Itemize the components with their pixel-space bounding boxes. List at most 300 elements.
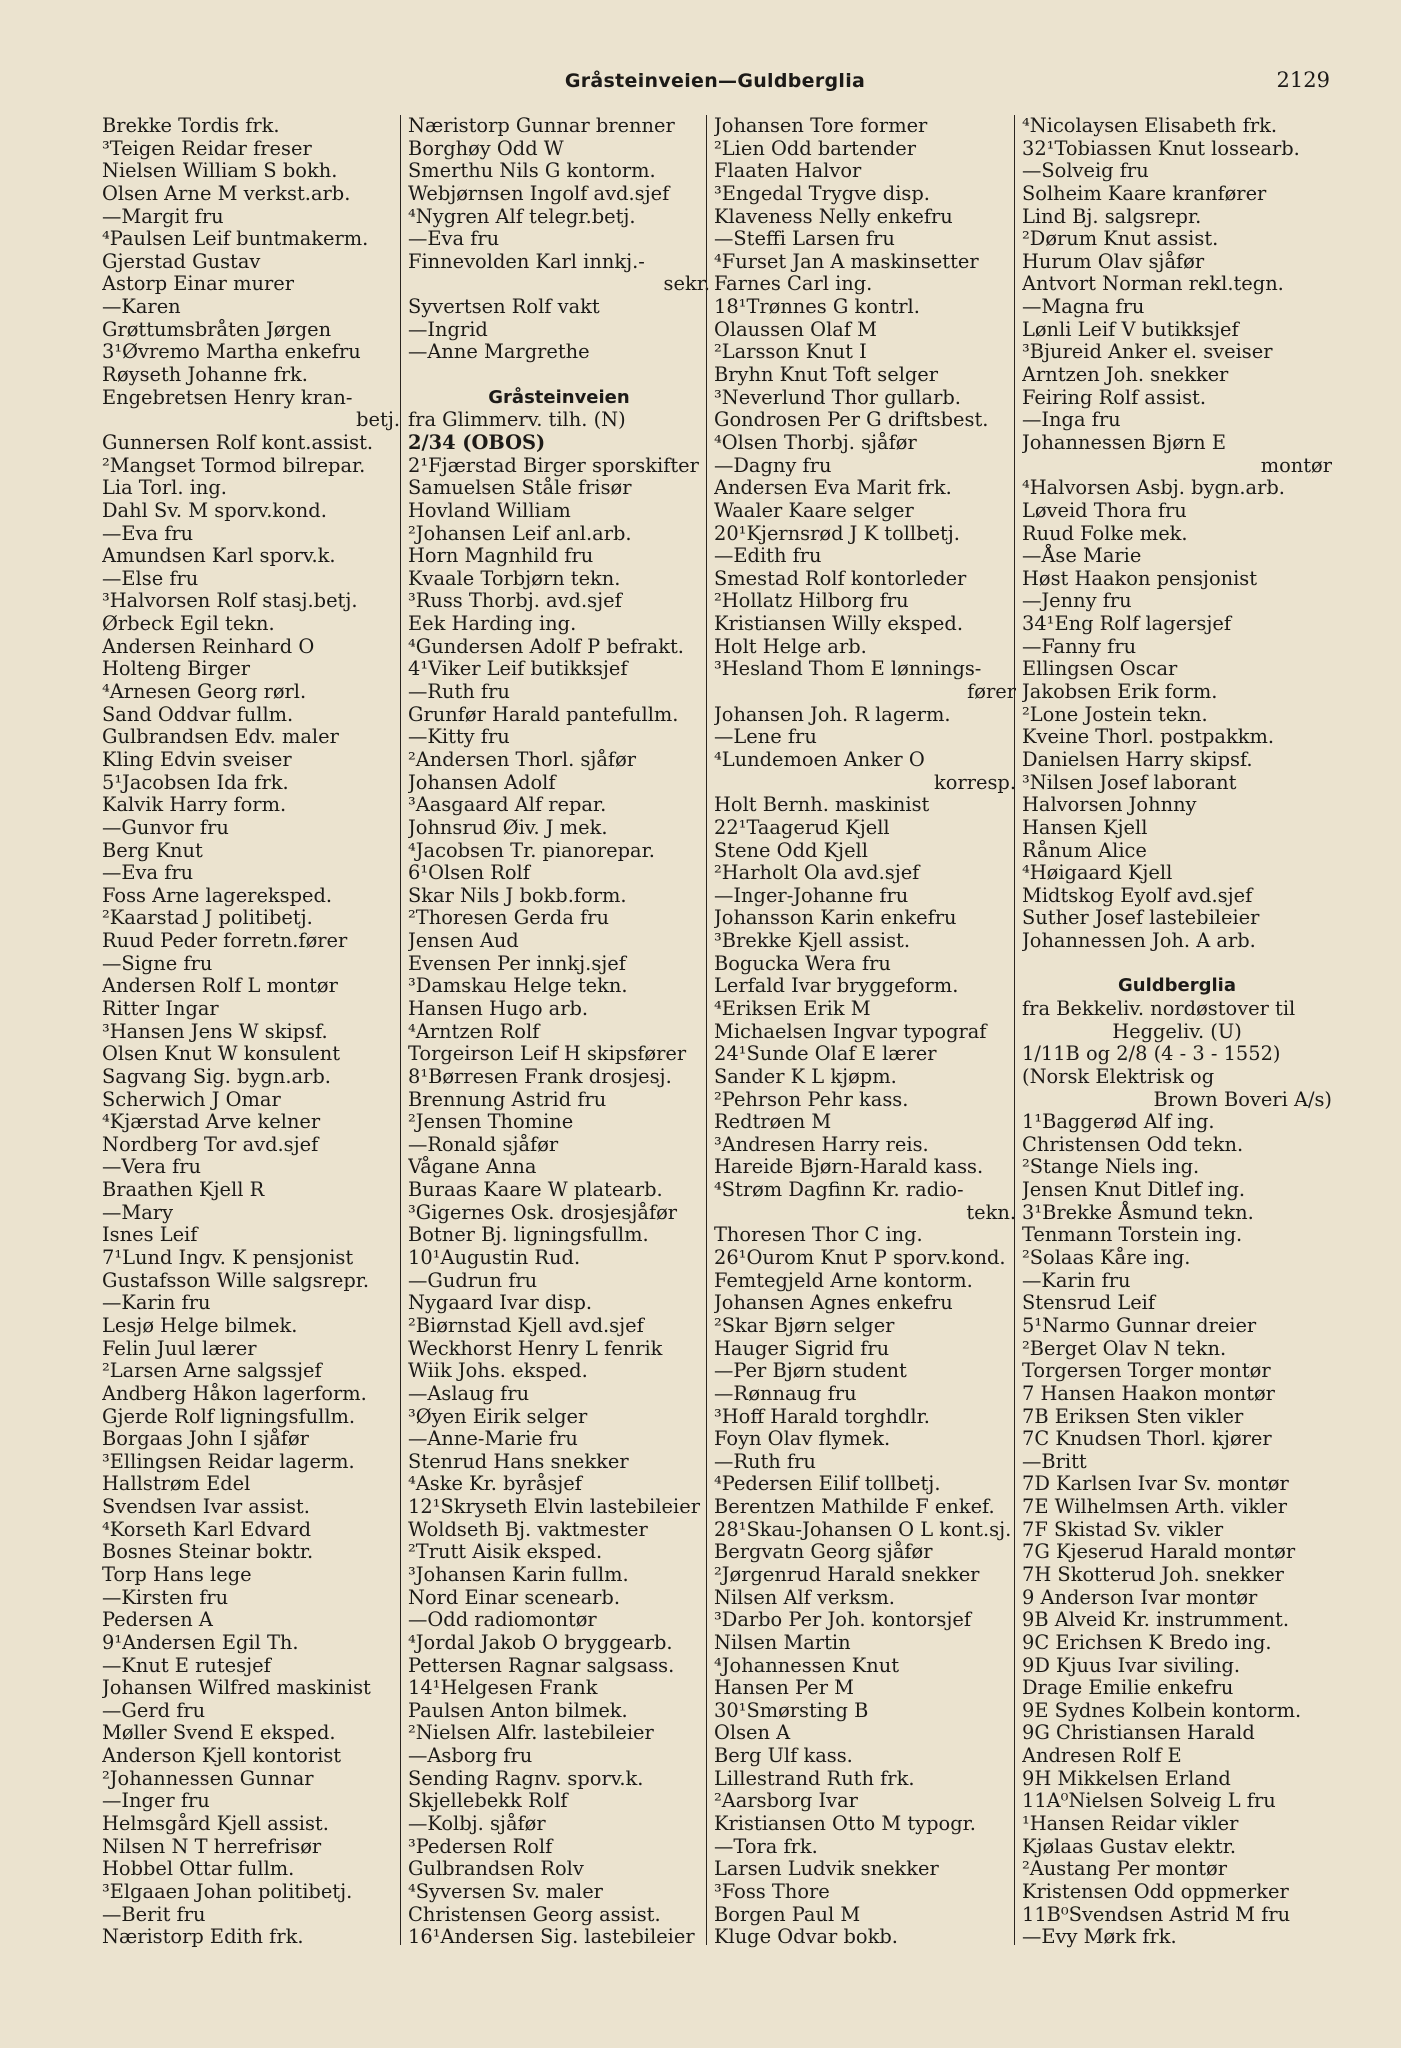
directory-entry: —Gerd fru — [102, 1698, 206, 1722]
directory-entry: 11B⁰Svendsen Astrid M fru — [1022, 1902, 1291, 1926]
directory-entry: —Ingrid — [408, 317, 488, 341]
directory-entry: ²Johansen Leif anl.arb. — [408, 521, 632, 545]
directory-entry: Astorp Einar murer — [102, 272, 294, 296]
directory-entry: Kvaale Torbjørn tekn. — [408, 566, 621, 590]
directory-entry: Andersen Reinhard O — [102, 634, 315, 658]
directory-entry: Dahl Sv. M sporv.kond. — [102, 498, 327, 522]
directory-entry: ⁴Arntzen Rolf — [408, 1019, 540, 1043]
directory-entry: Smerthu Nils G kontorm. — [408, 159, 656, 183]
directory-entry: Berg Ulf kass. — [714, 1744, 853, 1768]
directory-entry: Høst Haakon pensjonist — [1022, 566, 1258, 590]
directory-entry: Lønli Leif V butikksjef — [1022, 317, 1239, 341]
directory-entry: Woldseth Bj. vaktmester — [408, 1517, 648, 1541]
directory-entry: 34¹Eng Rolf lagersjef — [1022, 612, 1232, 636]
directory-entry: Kristensen Odd oppmerker — [1022, 1879, 1289, 1903]
directory-entry: Holt Helge arb. — [714, 634, 867, 658]
directory-entry: Klaveness Nelly enkefru — [714, 204, 953, 228]
directory-entry: Jensen Aud — [408, 929, 519, 953]
directory-entry: Nielsen William S bokh. — [102, 159, 338, 183]
directory-entry: Feiring Rolf assist. — [1022, 385, 1206, 409]
directory-entry: Solheim Kaare kranfører — [1022, 181, 1267, 205]
street-heading: Gråsteinveien — [488, 386, 630, 408]
directory-entry: betj. — [356, 408, 400, 432]
directory-entry: Johnsrud Øiv. J mek. — [408, 815, 608, 839]
directory-entry: ⁴Pedersen Eilif tollbetj. — [714, 1472, 941, 1496]
directory-entry: Felin Juul lærer — [102, 1336, 257, 1360]
directory-entry: Løveid Thora fru — [1022, 498, 1187, 522]
directory-entry: Amundsen Karl sporv.k. — [102, 544, 336, 568]
directory-entry: 28¹Skau-Johansen O L kont.sj. — [714, 1517, 1012, 1541]
directory-entry: 7 Hansen Haakon montør — [1022, 1381, 1275, 1405]
directory-entry: —Asborg fru — [408, 1744, 533, 1768]
directory-entry: Smestad Rolf kontorleder — [714, 566, 967, 590]
directory-entry: 7¹Lund Ingv. K pensjonist — [102, 1246, 354, 1270]
directory-entry: ³Damskau Helge tekn. — [408, 974, 628, 998]
directory-entry: ⁴Eriksen Erik M — [714, 996, 871, 1020]
directory-entry: 1¹Baggerød Alf ing. — [1022, 1110, 1215, 1134]
directory-entry: Weckhorst Henry L fenrik — [408, 1336, 663, 1360]
directory-entry: Kluge Odvar bokb. — [714, 1925, 898, 1949]
directory-entry: —Else fru — [102, 566, 199, 590]
directory-entry: Sending Ragnv. sporv.k. — [408, 1766, 644, 1790]
directory-entry: —Anne Margrethe — [408, 340, 590, 364]
directory-entry: ²Johannessen Gunnar — [102, 1766, 314, 1790]
directory-entry: Tenmann Torstein ing. — [1022, 1223, 1243, 1247]
directory-entry: —Aslaug fru — [408, 1381, 530, 1405]
directory-entry: Thoresen Thor C ing. — [714, 1223, 923, 1247]
directory-entry: Hareide Bjørn-Harald kass. — [714, 1155, 984, 1179]
directory-entry: Horn Magnhild fru — [408, 544, 594, 568]
directory-entry: Johannessen Joh. A arb. — [1022, 929, 1256, 953]
directory-entry: Isnes Leif — [102, 1223, 198, 1247]
directory-entry: Evensen Per innkj.sjef — [408, 951, 626, 975]
directory-entry: 5¹Jacobsen Ida frk. — [102, 770, 289, 794]
directory-entry: ³Brekke Kjell assist. — [714, 929, 911, 953]
directory-entry: ²Aarsborg Ivar — [714, 1789, 858, 1813]
column-divider — [400, 115, 401, 1945]
column-3 — [714, 115, 1016, 1949]
directory-entry: Midtskog Eyolf avd.sjef — [1022, 883, 1253, 907]
directory-entry: Torgersen Torger montør — [1022, 1359, 1271, 1383]
directory-entry: Sander K L kjøpm. — [714, 1064, 897, 1088]
directory-entry: 7C Knudsen Thorl. kjører — [1022, 1427, 1272, 1451]
directory-entry: —Mary — [102, 1200, 174, 1224]
directory-entry: 18¹Trønnes G kontrl. — [714, 295, 920, 319]
directory-entry: Larsen Ludvik snekker — [714, 1857, 939, 1881]
directory-entry: Redtrøen M — [714, 1110, 832, 1134]
directory-entry: Torp Hans lege — [102, 1563, 252, 1586]
directory-entry: —Gunvor fru — [102, 815, 229, 839]
directory-entry: 26¹Ourom Knut P sporv.kond. — [714, 1246, 1006, 1270]
directory-entry: Arntzen Joh. snekker — [1022, 363, 1229, 387]
directory-entry: tekn. — [966, 1200, 1016, 1224]
directory-entry: ⁴Lundemoen Anker O — [714, 747, 925, 771]
directory-entry: —Kirsten fru — [102, 1585, 229, 1609]
directory-entry: Nilsen Alf verksm. — [714, 1585, 895, 1609]
directory-entry: 3¹Brekke Åsmund tekn. — [1022, 1200, 1254, 1224]
directory-entry: 7H Skotterud Joh. snekker — [1022, 1563, 1284, 1586]
directory-entry: Olsen Knut W konsulent — [102, 1042, 340, 1066]
directory-entry: ⁴Jordal Jakob O bryggearb. — [408, 1630, 673, 1654]
directory-entry: ³Øyen Eirik selger — [408, 1404, 588, 1428]
directory-entry: —Per Bjørn student — [714, 1359, 907, 1383]
directory-entry: —Eva fru — [408, 227, 500, 251]
directory-entry: —Knut E rutesjef — [102, 1653, 271, 1677]
directory-entry: Helmsgård Kjell assist. — [102, 1812, 329, 1836]
directory-entry: Andresen Rolf E — [1022, 1744, 1182, 1768]
directory-entry: Røyseth Johanne frk. — [102, 363, 308, 387]
directory-entry: 9D Kjuus Ivar siviling. — [1022, 1653, 1241, 1677]
directory-entry: Brennung Astrid fru — [408, 1087, 607, 1111]
directory-entry: 20¹Kjernsrød J K tollbetj. — [714, 521, 960, 545]
directory-entry: Grunfør Harald pantefullm. — [408, 702, 679, 726]
directory-entry: Grøttumsbråten Jørgen — [102, 317, 332, 341]
directory-entry: Bryhn Knut Toft selger — [714, 363, 939, 387]
directory-entry: 4¹Viker Leif butikksjef — [408, 657, 628, 681]
directory-entry: korresp. — [934, 770, 1016, 794]
directory-entry: Suther Josef lastebileier — [1022, 906, 1260, 930]
directory-entry: ²Stange Niels ing. — [1022, 1155, 1200, 1179]
directory-entry: ³Engedal Trygve disp. — [714, 181, 930, 205]
directory-entry: ³Halvorsen Rolf stasj.betj. — [102, 589, 358, 613]
directory-entry: 7G Kjeserud Harald montør — [1022, 1540, 1296, 1564]
directory-entry: ²Skar Bjørn selger — [714, 1313, 895, 1337]
directory-entry: —Karen — [102, 295, 181, 319]
directory-entry: Hallstrøm Edel — [102, 1472, 251, 1496]
directory-entry: ⁴Nicolaysen Elisabeth frk. — [1022, 115, 1278, 137]
directory-entry: ⁴Furset Jan A maskinsetter — [714, 249, 979, 273]
directory-entry: Stensrud Leif — [1022, 1291, 1156, 1315]
column-2 — [408, 115, 710, 1949]
directory-entry: Hauger Sigrid fru — [714, 1336, 890, 1360]
directory-entry: Johansen Adolf — [408, 770, 556, 794]
directory-entry: —Edith fru — [714, 544, 822, 568]
directory-entry: Foss Arne lagereksped. — [102, 883, 333, 907]
directory-entry: Rånum Alice — [1022, 838, 1147, 862]
directory-entry: ⁴Halvorsen Asbj. bygn.arb. — [1022, 476, 1285, 500]
directory-entry: Ruud Peder forretn.fører — [102, 929, 348, 953]
directory-entry: Lesjø Helge bilmek. — [102, 1313, 298, 1337]
directory-entry: ⁴Høigaard Kjell — [1022, 861, 1173, 885]
directory-entry: —Ronald sjåfør — [408, 1132, 559, 1156]
directory-entry: Buraas Kaare W platearb. — [408, 1178, 663, 1202]
directory-entry: Skar Nils J bokb.form. — [408, 883, 627, 907]
directory-entry: 5¹Narmo Gunnar dreier — [1022, 1313, 1257, 1337]
directory-entry: 12¹Skryseth Elvin lastebileier — [408, 1495, 700, 1519]
directory-entry: —Solveig fru — [1022, 159, 1149, 183]
directory-entry: Svendsen Ivar assist. — [102, 1495, 310, 1519]
directory-entry: montør — [1260, 453, 1332, 477]
directory-entry: ³Gigernes Osk. drosjesjåfør — [408, 1200, 678, 1224]
directory-entry: —Kolbj. sjåfør — [408, 1812, 546, 1836]
directory-entry: Lerfald Ivar bryggeform. — [714, 974, 959, 998]
directory-entry: Bergvatn Georg sjåfør — [714, 1540, 933, 1564]
directory-entry: —Ruth fru — [714, 1449, 816, 1473]
directory-entry: 8¹Børresen Frank drosjesj. — [408, 1064, 672, 1088]
directory-entry: Ritter Ingar — [102, 996, 219, 1020]
directory-entry: fra Glimmerv. tilh. (N) — [408, 408, 626, 432]
directory-entry: Johansson Karin enkefru — [714, 906, 957, 930]
directory-entry: Sand Oddvar fullm. — [102, 702, 294, 726]
directory-entry: ³Hesland Thom E lønnings- — [714, 657, 982, 681]
directory-entry: Borgen Paul M — [714, 1902, 861, 1926]
directory-entry: Hansen Kjell — [1022, 815, 1148, 839]
directory-entry: ²Mangset Tormod bilrepar. — [102, 453, 366, 477]
directory-entry: —Signe fru — [102, 951, 213, 975]
directory-entry: Halvorsen Johnny — [1022, 793, 1197, 817]
directory-entry: 7D Karlsen Ivar Sv. montør — [1022, 1472, 1289, 1496]
directory-entry: Kalvik Harry form. — [102, 793, 287, 817]
directory-entry: —Britt — [1022, 1449, 1087, 1473]
directory-entry: ³Aasgaard Alf repar. — [408, 793, 607, 817]
directory-entry: 9H Mikkelsen Erland — [1022, 1766, 1231, 1790]
directory-entry: Botner Bj. ligningsfullm. — [408, 1223, 649, 1247]
directory-entry: —Tora frk. — [714, 1834, 818, 1858]
directory-entry: —Anne-Marie fru — [408, 1427, 578, 1451]
directory-entry: —Gudrun fru — [408, 1268, 538, 1292]
directory-entry: 32¹Tobiassen Knut lossearb. — [1022, 136, 1300, 160]
directory-entry: Webjørnsen Ingolf avd.sjef — [408, 181, 670, 205]
directory-entry: Johansen Tore former — [714, 115, 928, 137]
directory-entry: Paulsen Anton bilmek. — [408, 1698, 628, 1722]
directory-entry: Jakobsen Erik form. — [1022, 680, 1218, 704]
directory-entry: Anderson Kjell kontorist — [102, 1744, 342, 1768]
directory-entry: Gustafsson Wille salgsrepr. — [102, 1268, 370, 1292]
directory-entry: 9¹Andersen Egil Th. — [102, 1630, 299, 1654]
directory-entry: 30¹Smørsting B — [714, 1698, 869, 1722]
directory-entry: Johansen Joh. R lagerm. — [714, 702, 951, 726]
directory-entry: Gunnersen Rolf kont.assist. — [102, 430, 374, 454]
directory-entry: ²Jensen Thomine — [408, 1110, 574, 1134]
directory-entry: Nygaard Ivar disp. — [408, 1291, 593, 1315]
directory-entry: Farnes Carl ing. — [714, 272, 873, 296]
directory-entry: —Steffi Larsen fru — [714, 227, 895, 251]
directory-entry: Syvertsen Rolf vakt — [408, 295, 600, 319]
directory-entry: Nilsen N T herrefrisør — [102, 1834, 322, 1858]
directory-entry: Møller Svend E eksped. — [102, 1721, 336, 1745]
directory-entry: Kling Edvin sveiser — [102, 747, 292, 771]
directory-entry: ²Solaas Kåre ing. — [1022, 1246, 1191, 1270]
directory-entry: Antvort Norman rekl.tegn. — [1022, 272, 1284, 296]
directory-entry: Scherwich J Omar — [102, 1087, 281, 1111]
directory-entry: Hurum Olav sjåfør — [1022, 249, 1205, 273]
directory-entry: Femtegjeld Arne kontorm. — [714, 1268, 973, 1292]
directory-entry: sekr. — [663, 272, 710, 296]
directory-entry: Hansen Per M — [714, 1676, 854, 1700]
page-title: Gråsteinveien—Guldberglia — [564, 70, 866, 92]
directory-entry: Engebretsen Henry kran- — [102, 385, 353, 409]
directory-entry: ⁴Syversen Sv. maler — [408, 1879, 603, 1903]
directory-entry: Berg Knut — [102, 838, 203, 862]
directory-entry: Holt Bernh. maskinist — [714, 793, 930, 817]
directory-entry: ²Andersen Thorl. sjåfør — [408, 747, 637, 771]
directory-entry: Flaaten Halvor — [714, 159, 862, 183]
directory-entry: ³Teigen Reidar freser — [102, 136, 312, 160]
directory-entry: —Berit fru — [102, 1902, 206, 1926]
directory-entry: Hovland William — [408, 498, 571, 522]
directory-entry: ³Andresen Harry reis. — [714, 1132, 929, 1156]
directory-entry: ⁴Jacobsen Tr. pianorepar. — [408, 838, 655, 862]
address-block-heading: 2/34 (OBOS) — [408, 430, 546, 454]
directory-entry: (Norsk Elektrisk og — [1022, 1064, 1215, 1088]
directory-entry: —Inger-Johanne fru — [714, 883, 909, 907]
directory-entry: ²Harholt Ola avd.sjef — [714, 861, 920, 885]
directory-entry: Christensen Odd tekn. — [1022, 1132, 1244, 1156]
directory-entry: Bosnes Steinar boktr. — [102, 1540, 314, 1564]
directory-entry: Skjellebekk Rolf — [408, 1789, 568, 1813]
directory-entry: Holteng Birger — [102, 657, 250, 681]
directory-entry: 9B Alveid Kr. instrumment. — [1022, 1608, 1289, 1632]
directory-entry: ³Darbo Per Joh. kontorsjef — [714, 1608, 972, 1632]
directory-entry: Olsen Arne M verkst.arb. — [102, 181, 351, 205]
directory-entry: —Kitty fru — [408, 725, 510, 749]
directory-entry: Næristorp Edith frk. — [102, 1925, 304, 1949]
directory-entry: Foyn Olav flymek. — [714, 1427, 891, 1451]
directory-entry: ⁴Strøm Dagfinn Kr. radio- — [714, 1178, 964, 1202]
directory-entry: —Ruth fru — [408, 680, 510, 704]
directory-entry: Gjerstad Gustav — [102, 249, 261, 273]
directory-entry: 7F Skistad Sv. vikler — [1022, 1517, 1224, 1541]
directory-entry: Braathen Kjell R — [102, 1178, 265, 1202]
directory-entry: 11A⁰Nielsen Solveig L fru — [1022, 1789, 1276, 1813]
directory-entry: 24¹Sunde Olaf E lærer — [714, 1042, 937, 1066]
directory-entry: Ellingsen Oscar — [1022, 657, 1178, 681]
directory-entry: ²Biørnstad Kjell avd.sjef — [408, 1313, 644, 1337]
column-4 — [1022, 115, 1332, 1949]
directory-entry: Nordberg Tor avd.sjef — [102, 1132, 319, 1156]
directory-entry: ²Hollatz Hilborg fru — [714, 589, 909, 613]
directory-entry: Andersen Eva Marit frk. — [714, 476, 952, 500]
directory-entry: Ruud Folke mek. — [1022, 521, 1188, 545]
directory-entry: ²Thoresen Gerda fru — [408, 906, 609, 930]
directory-entry: ⁴Korseth Karl Edvard — [102, 1517, 311, 1541]
directory-entry: Jensen Knut Ditlef ing. — [1022, 1178, 1246, 1202]
column-1 — [102, 115, 400, 1949]
directory-entry: ⁴Aske Kr. byråsjef — [408, 1472, 582, 1496]
directory-entry: ²Pehrson Pehr kass. — [714, 1087, 909, 1111]
directory-entry: ²Lien Odd bartender — [714, 136, 917, 160]
directory-entry: Brekke Tordis frk. — [102, 115, 280, 137]
directory-entry: ³Russ Thorbj. avd.sjef — [408, 589, 622, 613]
directory-entry: Berentzen Mathilde F enkef. — [714, 1495, 995, 1519]
directory-entry: ³Nilsen Josef laborant — [1022, 770, 1237, 794]
directory-entry: 10¹Augustin Rud. — [408, 1246, 581, 1270]
directory-entry: Gondrosen Per G driftsbest. — [714, 408, 989, 432]
directory-entry: ³Elgaaen Johan politibetj. — [102, 1879, 353, 1903]
directory-entry: Nord Einar scenearb. — [408, 1585, 620, 1609]
directory-entry: fører — [967, 680, 1016, 704]
directory-entry: —Karin fru — [102, 1291, 211, 1315]
directory-entry: Ørbeck Egil tekn. — [102, 612, 275, 636]
directory-entry: ³Pedersen Rolf — [408, 1834, 553, 1858]
directory-entry: ²Jørgenrud Harald snekker — [714, 1563, 980, 1586]
directory-entry: —Inger fru — [102, 1789, 210, 1813]
directory-entry: Gjerde Rolf ligningsfullm. — [102, 1404, 356, 1428]
directory-entry: —Odd radiomontør — [408, 1608, 597, 1632]
directory-entry: ⁴Johannessen Knut — [714, 1653, 900, 1677]
page-header — [100, 62, 1330, 98]
directory-entry: ²Larsen Arne salgssjef — [102, 1359, 322, 1383]
directory-entry: Wiik Johs. eksped. — [408, 1359, 588, 1383]
directory-entry: —Rønnaug fru — [714, 1381, 857, 1405]
directory-entry: Drage Emilie enkefru — [1022, 1676, 1234, 1700]
directory-entry: —Eva fru — [102, 861, 194, 885]
directory-entry: —Evy Mørk frk. — [1022, 1925, 1177, 1949]
directory-entry: Eek Harding ing. — [408, 612, 577, 636]
directory-entry: Torgeirson Leif H skipsfører — [408, 1042, 687, 1066]
blank-line — [1022, 953, 1332, 976]
directory-entry: ²Austang Per montør — [1022, 1857, 1228, 1881]
directory-entry: Hobbel Ottar fullm. — [102, 1857, 295, 1881]
directory-entry: 9C Erichsen K Bredo ing. — [1022, 1630, 1272, 1654]
directory-entry: ²Trutt Aisik eksped. — [408, 1540, 603, 1564]
directory-entry: Kristiansen Willy eksped. — [714, 612, 963, 636]
directory-entry: ³Hansen Jens W skipsf. — [102, 1019, 328, 1043]
directory-entry: 6¹Olsen Rolf — [408, 861, 530, 885]
directory-entry: Danielsen Harry skipsf. — [1022, 747, 1253, 771]
directory-entry: ⁴Gundersen Adolf P befrakt. — [408, 634, 684, 658]
directory-entry: ²Lone Jostein tekn. — [1022, 702, 1208, 726]
directory-entry: Gulbrandsen Rolv — [408, 1857, 584, 1881]
directory-entry: —Åse Marie — [1022, 544, 1142, 568]
directory-entry: Pettersen Ragnar salgsass. — [408, 1653, 675, 1677]
directory-entry: ¹Hansen Reidar vikler — [1022, 1812, 1239, 1836]
directory-entry: Borgaas John I sjåfør — [102, 1427, 309, 1451]
directory-entry: Bogucka Wera fru — [714, 951, 891, 975]
directory-entry: Johansen Agnes enkefru — [714, 1291, 953, 1315]
directory-entry: 7B Eriksen Sten vikler — [1022, 1404, 1244, 1428]
blank-line — [408, 364, 710, 387]
directory-entry: Olsen A — [714, 1721, 791, 1745]
directory-entry: Lind Bj. salgsrepr. — [1022, 204, 1202, 228]
directory-entry: —Eva fru — [102, 521, 194, 545]
directory-entry: —Margit fru — [102, 204, 224, 228]
directory-entry: —Dagny fru — [714, 453, 832, 477]
directory-entry: 1/11B og 2/8 (4 - 3 - 1552) — [1022, 1042, 1281, 1066]
page-number: 2129 — [1276, 68, 1330, 92]
directory-entry: 3¹Øvremo Martha enkefru — [102, 340, 361, 364]
directory-entry: Borghøy Odd W — [408, 136, 564, 160]
directory-entry: —Magna fru — [1022, 295, 1145, 319]
directory-entry: —Lene fru — [714, 725, 817, 749]
directory-entry: —Jenny fru — [1022, 589, 1132, 613]
directory-entry: 22¹Taagerud Kjell — [714, 815, 890, 839]
directory-entry: 7E Wilhelmsen Arth. vikler — [1022, 1495, 1288, 1519]
directory-entry: ³Ellingsen Reidar lagerm. — [102, 1449, 355, 1473]
directory-entry: —Karin fru — [1022, 1268, 1131, 1292]
directory-entry: Brown Boveri A/s) — [1153, 1087, 1332, 1111]
directory-entry: ²Larsson Knut I — [714, 340, 867, 364]
directory-entry: Pedersen A — [102, 1608, 213, 1632]
directory-entry: ⁴Olsen Thorbj. sjåfør — [714, 430, 917, 454]
directory-entry: Næristorp Gunnar brenner — [408, 115, 675, 137]
directory-entry: Waaler Kaare selger — [714, 498, 914, 522]
directory-entry: Heggeliv. (U) — [1112, 1019, 1242, 1043]
directory-entry: ⁴Kjærstad Arve kelner — [102, 1110, 321, 1134]
directory-entry: Andersen Rolf L montør — [102, 974, 338, 998]
directory-entry: Finnevolden Karl innkj.- — [408, 249, 645, 273]
directory-entry: Stene Odd Kjell — [714, 838, 868, 862]
directory-entry: Lillestrand Ruth frk. — [714, 1766, 915, 1790]
directory-entry: ³Foss Thore — [714, 1879, 830, 1903]
directory-entry: Andberg Håkon lagerform. — [102, 1381, 367, 1405]
directory-entry: Vågane Anna — [408, 1155, 537, 1179]
directory-entry: —Fanny fru — [1022, 634, 1137, 658]
directory-entry: ⁴Arnesen Georg rørl. — [102, 680, 307, 704]
directory-entry: ²Dørum Knut assist. — [1022, 227, 1219, 251]
directory-entry: Christensen Georg assist. — [408, 1902, 661, 1926]
street-heading: Guldberglia — [1118, 975, 1236, 997]
